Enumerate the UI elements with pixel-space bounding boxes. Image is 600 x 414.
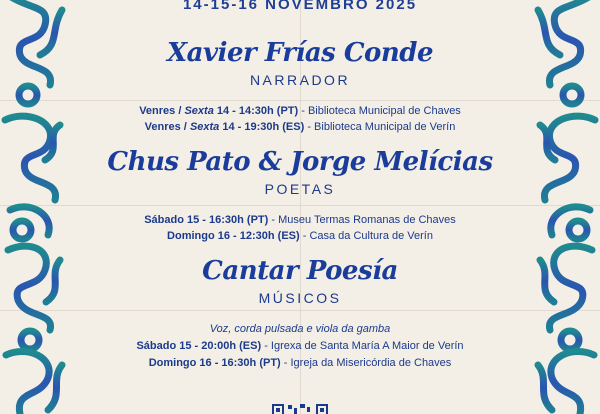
performer-name-1: Xavier Frías Conde xyxy=(166,38,434,68)
session-time: Sábado 15 - 20:00h (ES) xyxy=(136,340,262,352)
performer-name-3: Cantar Poesía xyxy=(202,256,398,286)
session-day: Venres / xyxy=(144,121,190,133)
session-line xyxy=(80,357,520,369)
session-day: Venres / xyxy=(139,105,185,117)
session-time: Domingo 16 - 16:30h (PT) xyxy=(148,357,281,369)
qr-code xyxy=(272,402,328,414)
session-line xyxy=(80,214,520,226)
session-place: - Casa da Cultura de Verín xyxy=(299,230,433,242)
performer-name-2: Chus Pato & Jorge Melícias xyxy=(107,147,493,177)
performer-role-3: MÚSICOS xyxy=(258,290,342,306)
session-place: - Biblioteca Municipal de Verín xyxy=(304,121,456,133)
session-line xyxy=(80,340,520,352)
session-day-alt: Sexta xyxy=(189,121,220,133)
performance-description: Voz, corda pulsada e viola da gamba xyxy=(209,323,391,335)
session-time: Sábado 15 - 16:30h (PT) xyxy=(144,214,269,226)
performer-role-1: NARRADOR xyxy=(249,72,351,88)
session-time: 14 - 19:30h (ES) xyxy=(219,121,305,133)
session-time: 14 - 14:30h (PT) xyxy=(213,105,299,117)
session-place: - Igreja da Misericórdia de Chaves xyxy=(280,357,452,369)
session-line xyxy=(80,230,520,242)
session-place: - Museu Termas Romanas de Chaves xyxy=(268,214,456,226)
session-day-alt: Sexta xyxy=(184,105,214,117)
session-time: Domingo 16 - 12:30h (ES) xyxy=(167,230,300,242)
performer-role-2: POETAS xyxy=(264,181,336,197)
program-content xyxy=(80,0,520,414)
session-place: - Biblioteca Municipal de Chaves xyxy=(298,105,461,117)
event-dates: 14-15-16 NOVEMBRO 2025 xyxy=(182,0,418,13)
left-ornament-border xyxy=(0,0,72,414)
session-line xyxy=(80,121,520,133)
right-ornament-border xyxy=(528,0,600,414)
session-place: - Igrexa de Santa María A Maior de Verín xyxy=(261,340,464,352)
session-line xyxy=(80,105,520,117)
